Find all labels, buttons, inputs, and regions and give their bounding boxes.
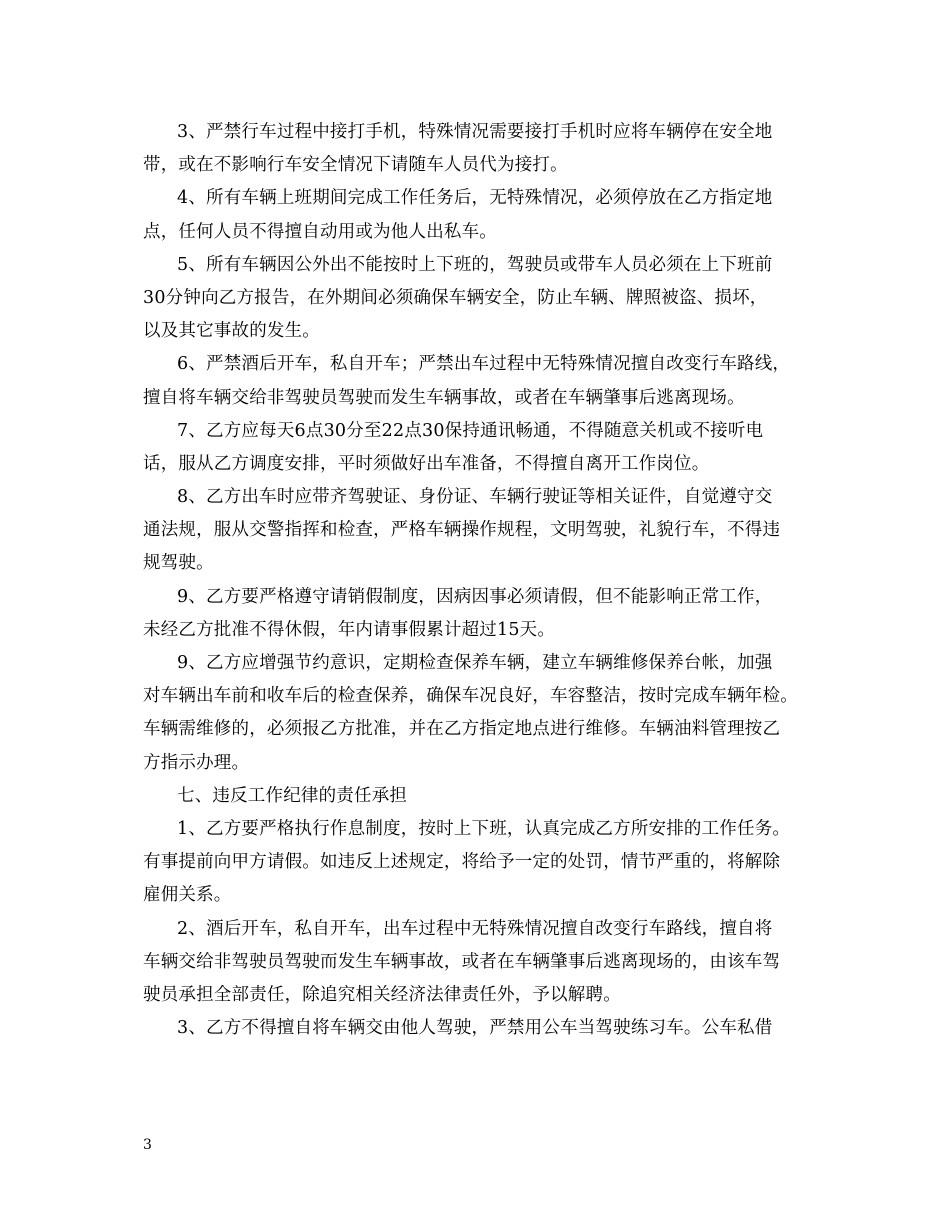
paragraph-4-line-2: 点，任何人员不得擅自动用或为他人出私车。 xyxy=(143,221,497,242)
paragraph-9a-line-1: 9、乙方要严格遵守请销假制度，因病因事必须请假，但不能影响正常工作， xyxy=(177,586,773,607)
paragraph-8-line-3: 规驾驶。 xyxy=(143,553,214,574)
paragraph-5-line-2: 30分钟向乙方报告，在外期间必须确保车辆安全，防止车辆、牌照被盗、损坏， xyxy=(143,287,768,308)
clause-1-line-1: 1、乙方要严格执行作息制度，按时上下班，认真完成乙方所安排的工作任务。 xyxy=(177,818,791,839)
paragraph-8-line-2: 通法规，服从交警指挥和检查，严格车辆操作规程，文明驾驶，礼貌行车，不得违 xyxy=(143,520,781,541)
paragraph-8-line-1: 8、乙方出车时应带齐驾驶证、身份证、车辆行驶证等相关证件，自觉遵守交 xyxy=(177,487,773,508)
paragraph-9b-line-2: 对车辆出车前和收车后的检查保养，确保车况良好，车容整洁，按时完成车辆年检。 xyxy=(143,686,798,707)
clause-1-line-2: 有事提前向甲方请假。如违反上述规定，将给予一定的处罚，情节严重的，将解除 xyxy=(143,852,781,873)
page-number: 3 xyxy=(143,1137,152,1153)
paragraph-6-line-2: 擅自将车辆交给非驾驶员驾驶而发生车辆事故，或者在车辆肇事后逃离现场。 xyxy=(143,387,745,408)
paragraph-3-line-2: 带，或在不影响行车安全情况下请随车人员代为接打。 xyxy=(143,155,568,176)
paragraph-3-line-1: 3、严禁行车过程中接打手机，特殊情况需要接打手机时应将车辆停在安全地 xyxy=(177,122,773,142)
clause-2-line-2: 车辆交给非驾驶员驾驶而发生车辆事故，或者在车辆肇事后逃离现场的，由该车驾 xyxy=(143,951,781,972)
document-body xyxy=(143,116,823,1045)
paragraph-5-line-3: 以及其它事故的发生。 xyxy=(143,321,320,342)
paragraph-7-line-1: 7、乙方应每天6点30分至22点30保持通讯畅通，不得随意关机或不接听电 xyxy=(177,420,764,441)
paragraph-9a-line-2: 未经乙方批准不得休假，年内请事假累计超过15天。 xyxy=(143,619,556,640)
clause-1-line-3: 雇佣关系。 xyxy=(143,885,232,906)
clause-3-line-1: 3、乙方不得擅自将车辆交由他人驾驶，严禁用公车当驾驶练习车。公车私借 xyxy=(177,1018,773,1039)
clause-2-line-1: 2、酒后开车，私自开车，出车过程中无特殊情况擅自改变行车路线，擅自将 xyxy=(177,918,773,939)
paragraph-5-line-1: 5、所有车辆因公外出不能按时上下班的，驾驶员或带车人员必须在上下班前 xyxy=(177,254,773,275)
paragraph-7-line-2: 话，服从乙方调度安排，平时须做好出车准备，不得擅自离开工作岗位。 xyxy=(143,453,710,474)
paragraph-9b-line-3: 车辆需维修的，必须报乙方批准，并在乙方指定地点进行维修。车辆油料管理按乙 xyxy=(143,719,781,740)
paragraph-4-line-1: 4、所有车辆上班期间完成工作任务后，无特殊情况，必须停放在乙方指定地 xyxy=(177,188,773,209)
paragraph-9b-line-1: 9、乙方应增强节约意识，定期检查保养车辆，建立车辆维修保养台帐，加强 xyxy=(177,653,773,673)
clause-2-line-3: 驶员承担全部责任，除追究相关经济法律责任外，予以解聘。 xyxy=(143,984,621,1005)
paragraph-6-line-1: 6、严禁酒后开车，私自开车；严禁出车过程中无特殊情况擅自改变行车路线， xyxy=(177,354,791,375)
section-heading-seven: 七、违反工作纪律的责任承担 xyxy=(177,785,408,806)
paragraph-9b-line-4: 方指示办理。 xyxy=(143,752,250,773)
